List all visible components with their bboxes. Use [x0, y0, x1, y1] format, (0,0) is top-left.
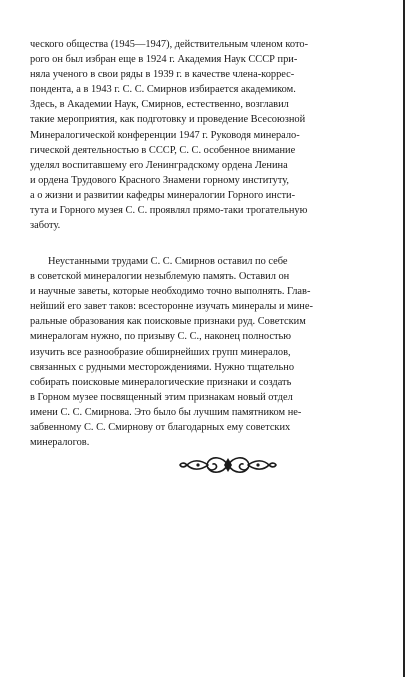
text-line: минералогам нужно, по призыву С. С., наконец полностью: [30, 331, 292, 343]
text-line: няла ученого в свои ряды в 1939 г. в качестве члена-коррес-: [30, 69, 295, 81]
text-line: тута и Горного музея С. С. проявлял прямо-таки трогательную: [30, 205, 308, 217]
text-line: забвенному С. С. Смирнову от благодарных ему советских: [30, 422, 291, 434]
text-line: пондента, а в 1943 г. С. С. Смирнов избирается академиком.: [30, 84, 296, 96]
text-line: гической деятельностью в СССР, С. С. особенное внимание: [30, 144, 296, 156]
text-line: нейший его завет таков: всесторонне изучать минералы и мине-: [30, 301, 313, 313]
text-line: заботу.: [30, 220, 61, 232]
text-line: связанных с рудными месторождениями. Нужно тщательно: [30, 361, 295, 373]
text-line: ральные образования как поисковые признаки руд. Советским: [30, 316, 306, 328]
text-line: Здесь, в Академии Наук, Смирнов, естественно, возглавил: [30, 99, 289, 111]
text-line: и ордена Трудового Красного Знамени горному институту,: [30, 174, 290, 186]
text-line: Неустанными трудами С. С. Смирнов оставил по себе: [48, 256, 288, 267]
text-line: в Горном музее посвященный этим признакам новый отдел: [30, 391, 293, 403]
text-line: и научные заветы, которые необходимо точно выполнять. Глав-: [30, 286, 311, 298]
paragraph-2: [30, 254, 388, 450]
vignette-ornament-icon: [178, 450, 278, 480]
text-line: Минералогической конференции 1947 г. Руководя минерало-: [30, 129, 300, 141]
text-line: изучить все разнообразие обширнейших групп минералов,: [30, 346, 291, 358]
text-line: минералогов.: [30, 437, 90, 449]
text-line: в советской минералогии незыблемую память. Оставил он: [30, 271, 290, 283]
text-line: рого он был избран еще в 1924 г. Академия Наук СССР при-: [30, 54, 298, 66]
text-line: а о жизни и развитии кафедры минералогии Горного инсти-: [30, 189, 296, 201]
text-line: собирать поисковые минералогические признаки и создать: [30, 376, 292, 388]
text-line: ческого общества (1945—1947), действительным членом кото-: [30, 39, 309, 50]
text-line: такие мероприятия, как подготовку и проведение Всесоюзной: [30, 114, 306, 126]
text-line: уделял воспитавшему его Ленинградскому ордена Ленина: [30, 159, 288, 171]
paragraph-1: [30, 37, 388, 233]
text-line: имени С. С. Смирнова. Это было бы лучшим памятником не-: [30, 406, 302, 418]
